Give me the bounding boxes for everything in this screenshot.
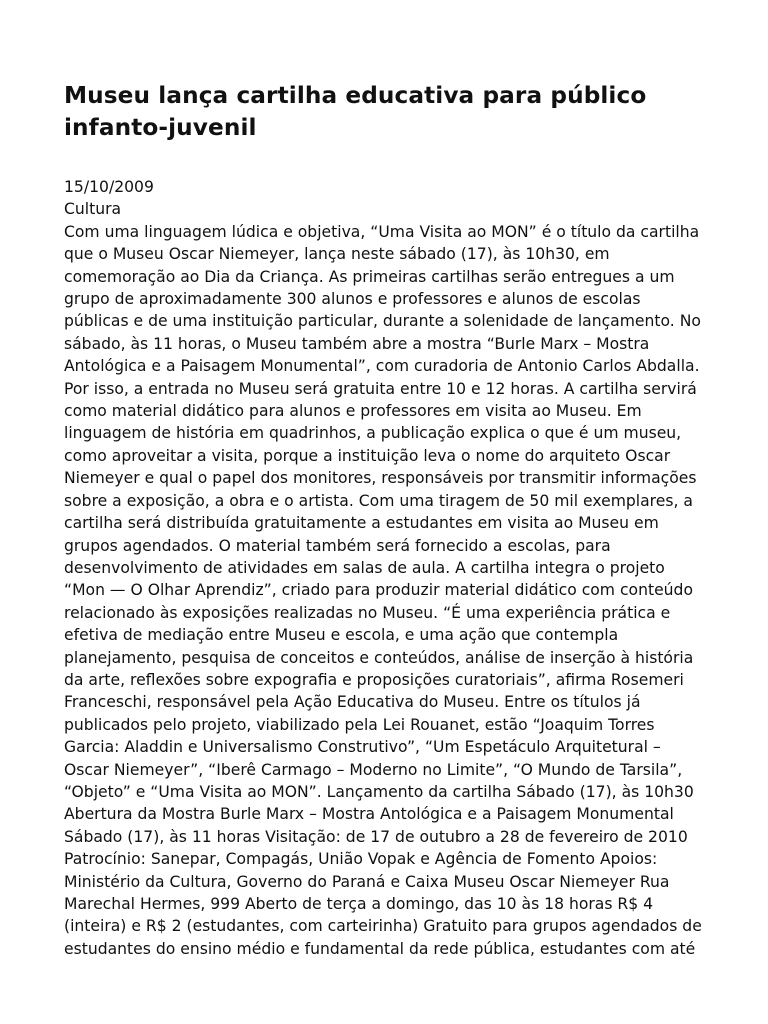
article-date: 15/10/2009	[64, 178, 154, 196]
article-meta	[64, 176, 704, 221]
article-category: Cultura	[64, 200, 122, 219]
article-title: Museu lança cartilha educativa para público infanto-juvenil	[64, 82, 647, 141]
article-body: Com uma linguagem lúdica e objetiva, “Uma Visita ao MON” é o título da cartilha que o Museu Oscar Niemeyer, lança neste sábado (17), às 10h30, em comemoração ao Dia da Criança. As primeiras cartilhas serão entregues a um grupo de aproximadamente 300 alunos e professores e alunos de escolas públicas e de uma instituição particular, durante a solenidade de lançamento. No sábado, às 11 horas, o Museu também abre a mostra “Burle Marx – Mostra Antológica e a Paisagem Monumental”, com curadoria de Antonio Carlos Abdalla. Por isso, a entrada no Museu será gratuita entre 10 e 12 horas. A cartilha servirá como material didático para alunos e professores em visita ao Museu. Em linguagem de história em quadrinhos, a publicação explica o que é um museu, como aproveitar a visita, porque a instituição leva o nome do arquiteto Oscar Niemeyer e qual o papel dos monitores, responsáveis por transmitir informações sobre a exposição, a obra e o artista. Com uma tiragem de 50 mil exemplares, a cartilha será distribuída gratuitamente a estudantes em visita ao Museu em grupos agendados. O material também será fornecido a escolas, para desenvolvimento de atividades em salas de aula. A cartilha integra o projeto “Mon — O Olhar Aprendiz”, criado para produzir material didático com conteúdo relacionado às exposições realizadas no Museu. “É uma experiência prática e efetiva de mediação entre Museu e escola, e uma ação que contempla planejamento, pesquisa de conceitos e conteúdos, análise de inserção à história da arte, reflexões sobre expografia e proposições curatoriais”, afirma Rosemeri Franceschi, responsável pela Ação Educativa do Museu. Entre os títulos já publicados pelo projeto, viabilizado pela Lei Rouanet, estão “Joaquim Torres Garcia: Aladdin e Universalismo Construtivo”, “Um Espetáculo Arquitetural – Oscar Niemeyer”, “Iberê Carmago – Moderno no Limite”, “O Mundo de Tarsila”, “Objeto” e “Uma Visita ao MON”. Lançamento da cartilha Sábado (17), às 10h30 Abertura da Mostra Burle Marx – Mostra Antológica e a Paisagem Monumental Sábado (17), às 11 horas Visitação: de 17 de outubro a 28 de fevereiro de 2010 Patrocínio: Sanepar, Compagás, União Vopak e Agência de Fomento Apoios: Ministério da Cultura, Governo do Paraná e Caixa Museu Oscar Niemeyer Rua Marechal Hermes, 999 Aberto de terça a domingo, das 10 às 18 horas R$ 4 (inteira) e R$ 2 (estudantes, com carteirinha) Gratuito para grupos agendados de estudantes do ensino médio e fundamental da rede pública, estudantes com até	[64, 222, 702, 958]
article	[64, 80, 704, 960]
